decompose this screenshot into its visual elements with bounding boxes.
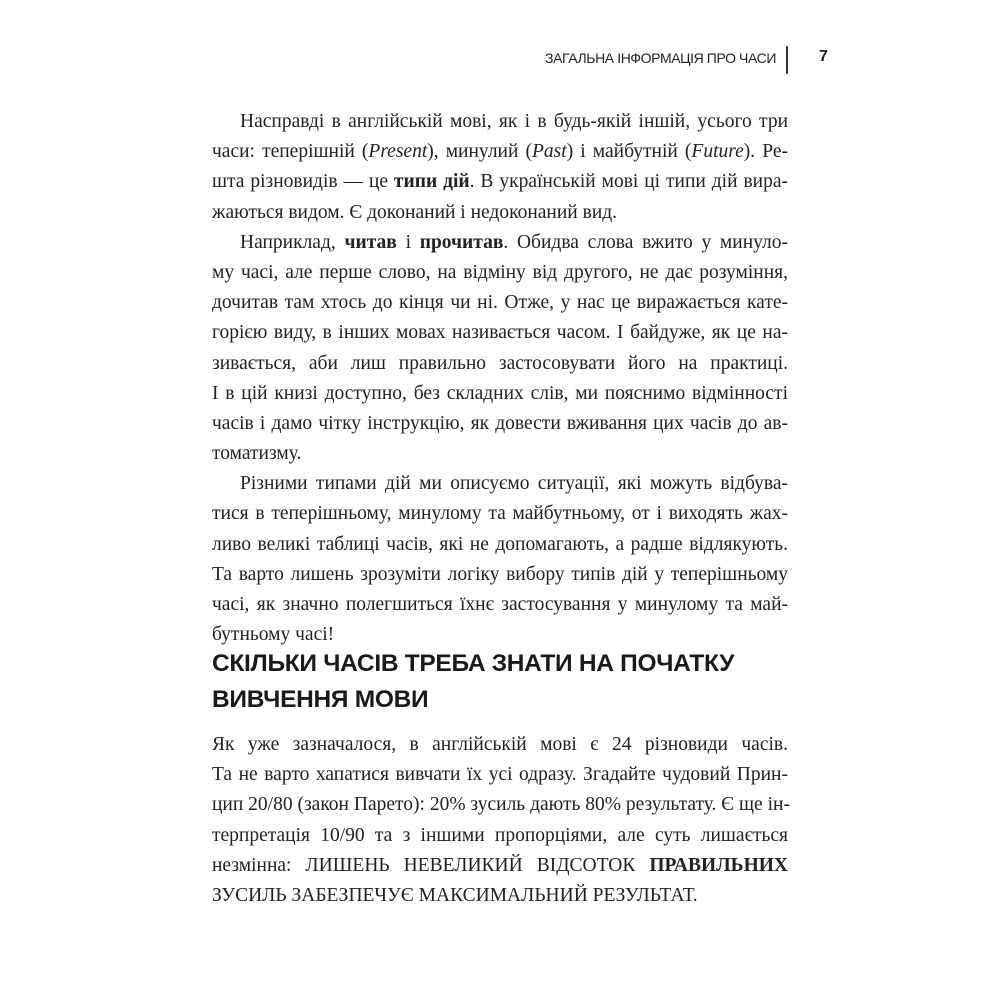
text-span: бутньому часі!	[212, 624, 335, 646]
bold-text: прочитав	[419, 231, 504, 253]
text-span: зивається, аби лиш правильно застосовувати його на практиці.	[212, 352, 788, 374]
text-span: дочитав там хтось до кінця чи ні. Отже, у нас це виражається кате-	[212, 292, 788, 314]
text-span: Наприклад,	[240, 231, 345, 253]
text-span: Насправді в англійській мові, як і в будь-якій іншій, усього три	[240, 111, 788, 132]
text-line	[212, 228, 788, 258]
text-line	[212, 730, 788, 760]
bold-text: типи дій	[393, 171, 470, 193]
italic-text: Future	[691, 141, 744, 163]
text-span: шта різновидів — це	[212, 171, 394, 193]
text-line	[212, 499, 788, 529]
header-divider	[786, 46, 788, 74]
text-span: жаються видом. Є доконаний і недоконаний вид.	[212, 201, 618, 223]
text-span: ЗУСИЛЬ ЗАБЕЗПЕЧУЄ МАКСИМАЛЬНИЙ РЕЗУЛЬТАТ.	[212, 884, 698, 906]
text-span: І в цій книзі доступно, без складних слів, ми пояснимо відмінності	[212, 382, 788, 404]
text-span: горією виду, в інших мовах називається часом. І байдуже, як це на-	[212, 322, 788, 344]
body-text-section-2	[212, 730, 788, 911]
text-line	[212, 379, 788, 409]
text-line	[212, 258, 788, 288]
text-line	[212, 107, 788, 137]
text-span: часі, як значно полегшиться їхнє застосування у минулому та май-	[212, 594, 788, 615]
running-title: ЗАГАЛЬНА ІНФОРМАЦІЯ ПРО ЧАСИ	[545, 50, 776, 66]
text-line	[212, 851, 788, 881]
text-line	[212, 318, 788, 348]
text-line	[212, 620, 788, 650]
text-span: ), минулий (	[427, 141, 533, 163]
text-span: томатизму.	[212, 443, 302, 465]
bold-text: читав	[344, 231, 397, 253]
text-span: часи: теперішній (	[212, 141, 369, 163]
text-span: . В українській мові ці типи дій вира-	[469, 171, 788, 193]
text-line	[212, 349, 788, 379]
text-span: . Обидва слова вжито у минуло-	[503, 231, 788, 253]
text-span: Різними типами дій ми описуємо ситуації, які можуть відбува-	[240, 473, 788, 495]
text-span: Як уже зазначалося, в англійській мові є 24 різновиди часів.	[212, 734, 788, 755]
text-span: ) і майбутній (	[566, 141, 692, 163]
text-span: і	[396, 231, 420, 253]
italic-text: Present	[368, 141, 428, 163]
text-line	[212, 881, 788, 911]
text-line	[212, 167, 788, 197]
text-span: ). Ре-	[743, 141, 788, 163]
text-line	[212, 198, 788, 228]
text-span: Та не варто хапатися вивчати їх усі одразу. Згадайте чудовий Прин-	[212, 764, 788, 786]
page-number: 7	[819, 48, 828, 65]
text-line	[212, 469, 788, 499]
text-line	[212, 760, 788, 790]
text-line	[212, 790, 788, 820]
bold-text: ПРАВИЛЬНИХ	[649, 854, 788, 876]
text-span: му часі, але перше слово, на відміну від другого, не дає розуміння,	[212, 261, 788, 283]
section-heading-line-1: СКІЛЬКИ ЧАСІВ ТРЕБА ЗНАТИ НА ПОЧАТКУ	[212, 650, 735, 677]
section-heading-line-2: ВИВЧЕННЯ МОВИ	[212, 686, 429, 713]
text-span: ливо великі таблиці часів, які не допомагають, а радше відлякують.	[212, 533, 788, 555]
text-line	[212, 590, 788, 620]
text-span: Та варто лишень зрозуміти логіку вибору типів дій у теперішньому	[212, 563, 788, 585]
text-line	[212, 409, 788, 439]
italic-text: Past	[532, 141, 567, 163]
text-span: незмінна: ЛИШЕНЬ НЕВЕЛИКИЙ ВІДСОТОК	[212, 854, 650, 876]
text-line	[212, 439, 788, 469]
text-span: часів і дамо чітку інструкцію, як довести вживання цих часів до ав-	[212, 412, 788, 434]
text-line	[212, 560, 788, 590]
text-line	[212, 530, 788, 560]
text-line	[212, 288, 788, 318]
text-line	[212, 137, 788, 167]
text-span: терпретація 10/90 та з іншими пропорціями, але суть лишається	[212, 824, 788, 846]
text-line	[212, 821, 788, 851]
text-span: цип 20/80 (закон Парето): 20% зусиль дають 80% результату. Є ще ін-	[212, 794, 790, 816]
text-span: тися в теперішньому, минулому та майбутньому, от і виходять жах-	[212, 503, 788, 525]
body-text-section-1	[212, 107, 788, 650]
